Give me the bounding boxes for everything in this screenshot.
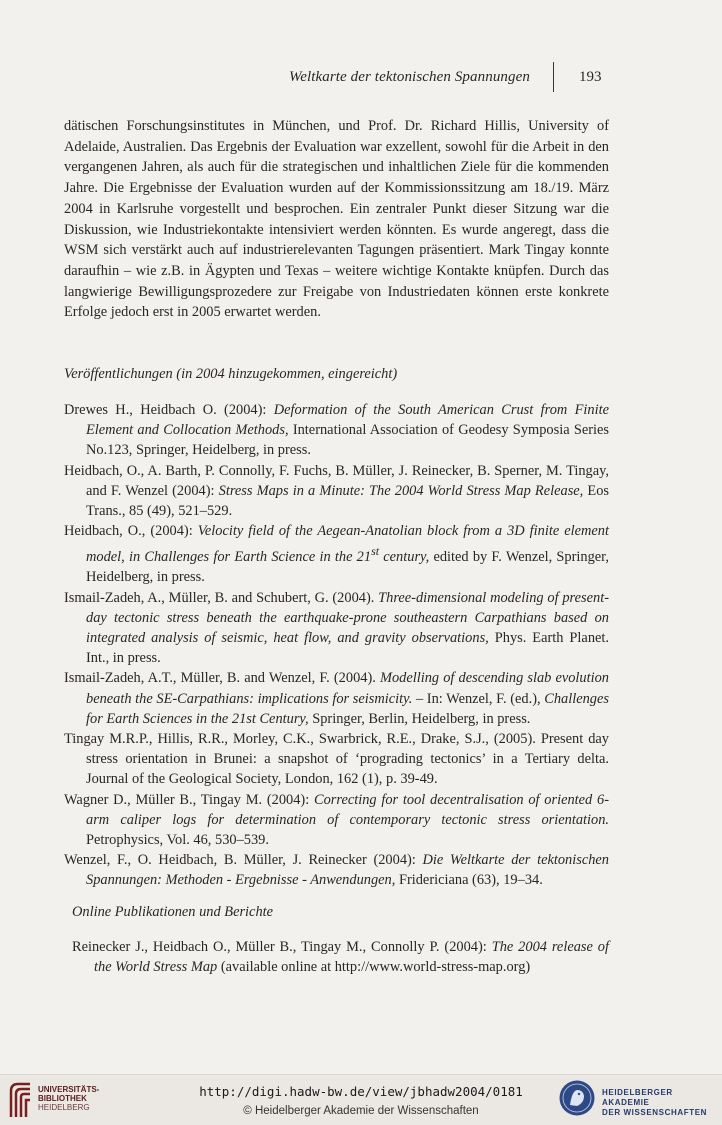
copyright-notice: © Heidelberger Akademie der Wissenschaften	[243, 1105, 479, 1117]
viewer-footer	[0, 1074, 722, 1125]
running-head	[0, 66, 722, 90]
header-divider	[553, 62, 554, 92]
page-content	[64, 116, 610, 976]
online-list	[72, 937, 609, 977]
academy-name[interactable]: HEIDELBERGER AKADEMIE DER WISSENSCHAFTEN	[602, 1088, 708, 1117]
reference-item: Tingay M.R.P., Hillis, R.R., Morley, C.K., Swarbrick, R.E., Drake, S.J., (2005). Present day stress orientation in Brunei: a snapshot of ‘prograding tectonics’ in a Tertiary delta. Journal of the Geological Society, London, 162 (1), p. 39-49.	[64, 731, 609, 788]
reference-item: Drewes H., Heidbach O. (2004): Deformation of the South American Crust from Finite Element and Collocation Methods, International Association of Geodesy Symposia Series No.123, Springer, Heidelberg, in press.	[64, 402, 609, 459]
academy-seal-icon[interactable]	[558, 1079, 596, 1117]
reference-item: Reinecker J., Heidbach O., Müller B., Tingay M., Connolly P. (2004): The 2004 release of the World Stress Map (available online at http://www.world-stress-map.org)	[72, 939, 609, 976]
intro-paragraph: dätischen Forschungsinstitutes in München, und Prof. Dr. Richard Hillis, University of Adelaide, Australien. Das Ergebnis der Evaluation war exzellent, sowohl für die Arbeit in den vergangenen Jahren, als auch für die strategischen und inhaltlichen Ziele für die kommenden Jahre. Die Ergebnisse der Evaluation wurden auf der Kommissionssitzung am 18./19. März 2004 in Karlsruhe vorgestellt und besprochen. Ein zentraler Punkt dieser Sitzung war die Diskussion, wie Industriekontakte intensiviert werden könnten. Es wurde angeregt, dass die WSM sich verstärkt auch auf industrierelevanten Tagungen präsentiert. Mark Tingay konnte daraufhin – wie z.B. in Ägypten und Texas – weitere wichtige Kontakte knüpfen. Durch das langwierige Bewilligungsprozedere zur Freigabe von Industriedaten können erste konkrete Erfolge jedoch erst in 2005 erwartet werden.	[64, 118, 609, 321]
running-title: Weltkarte der tektonischen Spannungen	[288, 69, 530, 85]
permalink-url[interactable]: http://digi.hadw-bw.de/view/jbhadw2004/0181	[199, 1084, 523, 1099]
publications-list	[64, 400, 609, 891]
reference-item: Ismail-Zadeh, A.T., Müller, B. and Wenzel, F. (2004). Modelling of descending slab evolution beneath the SE-Carpathians: implications for seismicity. – In: Wenzel, F. (ed.), Challenges for Earth Sciences in the 21st Century, Springer, Berlin, Heidelberg, in press.	[64, 670, 610, 727]
page-number: 193	[579, 69, 602, 85]
reference-item: Heidbach, O., A. Barth, P. Connolly, F. Fuchs, B. Müller, J. Reinecker, B. Sperner, M. Tingay, and F. Wenzel (2004): Stress Maps in a Minute: The 2004 World Stress Map Release, Eos Trans., 85 (49), 521–529.	[64, 462, 609, 520]
reference-item: Heidbach, O., (2004): Velocity field of the Aegean-Anatolian block from a 3D finite element model, in Challenges for Earth Science in the 21st century, edited by F. Wenzel, Springer, Heidelberg, in press.	[64, 523, 609, 586]
reference-item: Wenzel, F., O. Heidbach, B. Müller, J. Reinecker (2004): Die Weltkarte der tektonischen Spannungen: Methoden - Ergebnisse - Anwendungen, Fridericiana (63), 19–34.	[64, 852, 610, 889]
reference-item: Wagner D., Müller B., Tingay M. (2004): Correcting for tool decentralisation of oriented 6-arm caliper logs for determination of contemporary tectonic stress orientation. Petrophysics, Vol. 46, 530–539.	[64, 791, 609, 849]
university-library-name[interactable]: UNIVERSITÄTS- BIBLIOTHEK HEIDELBERG	[38, 1085, 100, 1112]
publications-heading: Veröffentlichungen (in 2004 hinzugekommen, eingereicht)	[64, 366, 398, 382]
online-heading: Online Publikationen und Berichte	[72, 904, 274, 920]
reference-item: Ismail-Zadeh, A., Müller, B. and Schubert, G. (2004). Three-dimensional modeling of present-day tectonic stress beneath the earthquake-prone southeastern Carpathians based on integrated analysis of seismic, heat flow, and gravity observations, Phys. Earth Planet. Int., in press.	[64, 589, 609, 667]
